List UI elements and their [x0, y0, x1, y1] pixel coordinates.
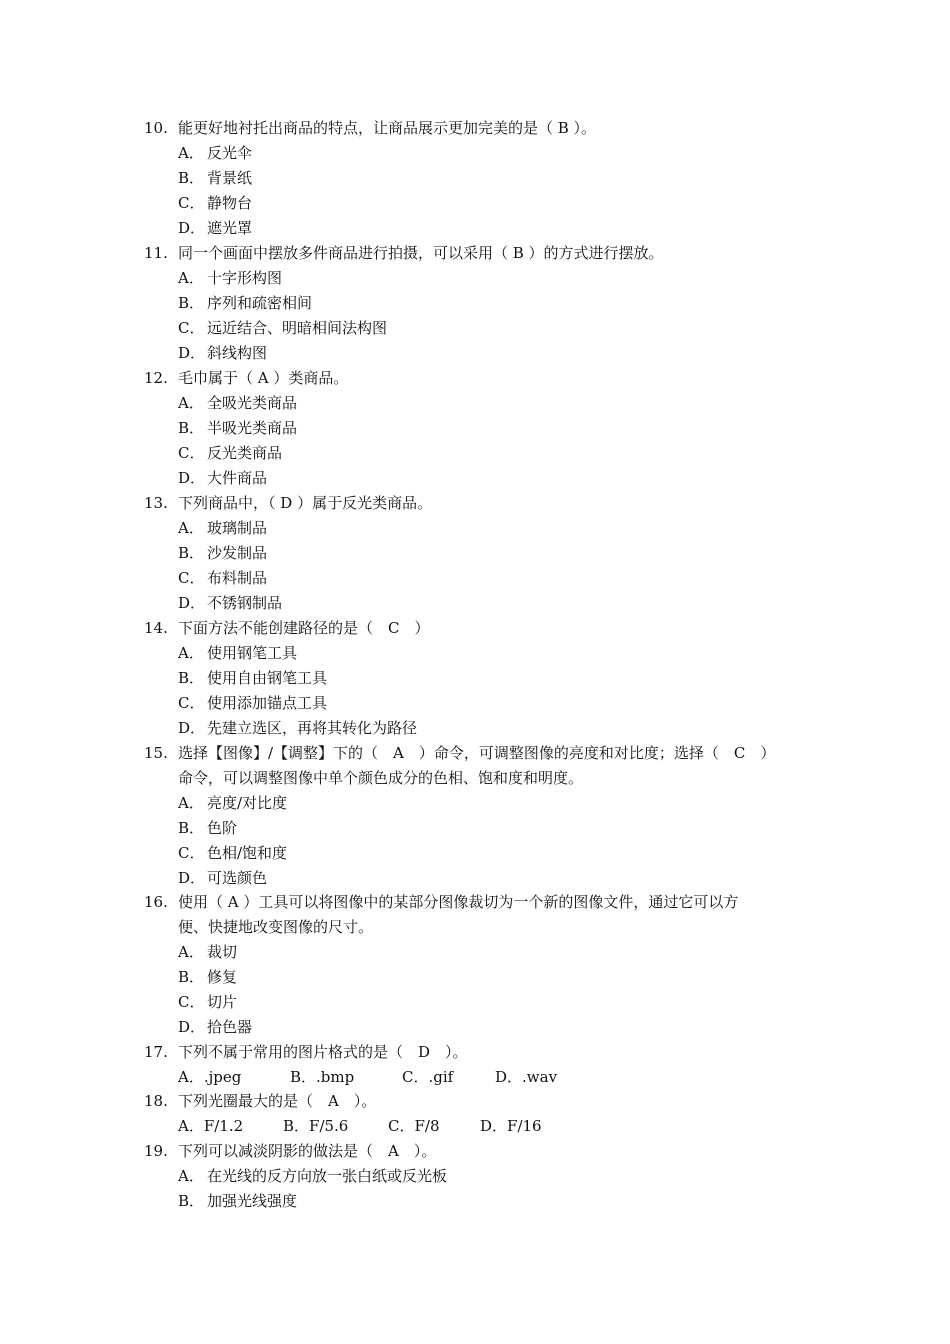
option-label: B． [178, 1192, 205, 1210]
option-text: 色相/饱和度 [207, 844, 288, 862]
question-number: 13. [144, 494, 168, 512]
option-label: D． [178, 1018, 206, 1036]
option-text: 远近结合、明暗相间法构图 [207, 319, 388, 337]
question-number: 16. [144, 893, 168, 911]
question-text: 能更好地衬托出商品的特点，让商品展示更加完美的是（ B ）。 [178, 119, 597, 137]
question-text-continued: 命令，可以调整图像中单个颜色成分的色相、饱和度和明度。 [178, 769, 584, 787]
question-number: 10. [144, 119, 168, 137]
option [178, 1164, 447, 1189]
question-number: 11. [144, 244, 168, 262]
option [283, 1114, 348, 1139]
option [178, 166, 252, 191]
question-text: 选择【图像】/【调整】下的（ A ）命令，可调整图像的亮度和对比度；选择（ C ） [178, 744, 776, 762]
option-label: B． [178, 819, 205, 837]
option [480, 1114, 542, 1139]
option-label: D． [495, 1068, 523, 1086]
option [178, 816, 237, 841]
option [178, 516, 267, 541]
option [388, 1114, 440, 1139]
option-label: B． [178, 669, 205, 687]
option-text: F/1.2 [203, 1117, 244, 1135]
option [178, 691, 327, 716]
question-text: 下列可以减淡阴影的做法是（ A ）。 [178, 1142, 437, 1160]
question-number: 14. [144, 619, 168, 637]
option [178, 1189, 297, 1214]
option-label: B． [178, 294, 205, 312]
option-text: 使用自由钢笔工具 [207, 669, 328, 687]
option-label: A． [178, 394, 204, 412]
option [178, 791, 287, 816]
option-text: 沙发制品 [207, 544, 268, 562]
option [178, 441, 282, 466]
option-label: B． [290, 1068, 317, 1086]
option-text: 斜线构图 [207, 344, 268, 362]
option-text: 拾色器 [207, 1018, 253, 1036]
option [178, 341, 267, 366]
option-text: 半吸光类商品 [207, 419, 298, 437]
option-label: C． [178, 694, 205, 712]
option-label: D． [178, 219, 206, 237]
option-text: 在光线的反方向放一张白纸或反光板 [207, 1167, 448, 1185]
option-text: F/16 [507, 1117, 542, 1135]
option [178, 466, 267, 491]
option-label: B． [178, 968, 205, 986]
option-text: 全吸光类商品 [207, 394, 298, 412]
option [495, 1065, 557, 1090]
question-text: 下列光圈最大的是（ A ）。 [178, 1092, 377, 1110]
option-label: A． [178, 943, 204, 961]
question-16 [144, 890, 824, 940]
option-text: 遮光罩 [207, 219, 253, 237]
option-label: B． [178, 419, 205, 437]
option-label: A． [178, 1167, 204, 1185]
question-text: 下列不属于常用的图片格式的是（ D ）。 [178, 1043, 468, 1061]
option-label: A． [178, 644, 204, 662]
question-number: 15. [144, 744, 168, 762]
option [178, 666, 327, 691]
option-text: 序列和疏密相间 [207, 294, 313, 312]
option-text: .jpeg [203, 1068, 242, 1086]
option-text: .gif [428, 1068, 454, 1086]
option-text: 先建立选区，再将其转化为路径 [207, 719, 418, 737]
option [178, 291, 312, 316]
option-text: 静物台 [207, 194, 253, 212]
option-text: .bmp [316, 1068, 355, 1086]
option-label: C． [178, 844, 205, 862]
option [178, 716, 417, 741]
option-label: B． [178, 169, 205, 187]
option-text: 修复 [207, 968, 238, 986]
option [178, 1114, 243, 1139]
option [178, 841, 287, 866]
option [178, 1015, 252, 1040]
option-label: C． [178, 319, 205, 337]
question-text-continued: 便、快捷地改变图像的尺寸。 [178, 918, 374, 936]
option [402, 1065, 453, 1090]
option-label: C． [178, 993, 205, 1011]
option-label: C． [388, 1117, 415, 1135]
option-label: C． [178, 444, 205, 462]
question-number: 18. [144, 1092, 168, 1110]
option-label: A． [178, 519, 204, 537]
option [178, 141, 252, 166]
option-label: D． [178, 469, 206, 487]
option-label: A． [178, 144, 204, 162]
option [178, 940, 237, 965]
question-number: 12. [144, 369, 168, 387]
option-label: D． [480, 1117, 508, 1135]
option [178, 191, 252, 216]
option-text: 切片 [207, 993, 238, 1011]
question-text: 同一个画面中摆放多件商品进行拍摄，可以采用（ B ）的方式进行摆放。 [178, 244, 664, 262]
question-number: 17. [144, 1043, 168, 1061]
option [290, 1065, 354, 1090]
question-text: 下列商品中，（ D ）属于反光类商品。 [178, 494, 433, 512]
option-label: C． [178, 569, 205, 587]
option-text: 背景纸 [207, 169, 253, 187]
option-label: C． [402, 1068, 429, 1086]
question-15 [144, 741, 824, 791]
option-text: .wav [522, 1068, 558, 1086]
option-label: D． [178, 594, 206, 612]
option-text: F/5.6 [309, 1117, 349, 1135]
option-text: 使用钢笔工具 [207, 644, 298, 662]
question-text: 下面方法不能创建路径的是（ C ） [178, 619, 430, 637]
option-text: 反光类商品 [207, 444, 283, 462]
option-text: 反光伞 [207, 144, 253, 162]
option-text: 加强光线强度 [207, 1192, 298, 1210]
option-text: 玻璃制品 [207, 519, 268, 537]
question-text: 毛巾属于（ A ）类商品。 [178, 369, 349, 387]
option-label: D． [178, 719, 206, 737]
option-text: 可选颜色 [207, 869, 268, 887]
option [178, 541, 267, 566]
option [178, 990, 237, 1015]
question-number: 19. [144, 1142, 168, 1160]
option [178, 391, 297, 416]
option-label: D． [178, 344, 206, 362]
option [178, 216, 252, 241]
option-label: A． [178, 1068, 204, 1086]
option-label: B． [178, 544, 205, 562]
option-label: A． [178, 1117, 204, 1135]
option [178, 566, 267, 591]
option-label: B． [283, 1117, 310, 1135]
option-text: 色阶 [207, 819, 238, 837]
option-label: A． [178, 269, 204, 287]
option [178, 641, 297, 666]
option [178, 1065, 241, 1090]
option-label: D． [178, 869, 206, 887]
option-text: 布料制品 [207, 569, 268, 587]
option [178, 866, 267, 891]
option-text: 亮度/对比度 [207, 794, 288, 812]
option [178, 316, 387, 341]
option [178, 591, 282, 616]
option [178, 965, 237, 990]
option-text: 裁切 [207, 943, 238, 961]
option-text: 十字形构图 [207, 269, 283, 287]
option-text: 不锈钢制品 [207, 594, 283, 612]
option-text: F/8 [414, 1117, 440, 1135]
option-text: 使用添加锚点工具 [207, 694, 328, 712]
option [178, 416, 297, 441]
option-label: C． [178, 194, 205, 212]
question-text: 使用（ A ）工具可以将图像中的某部分图像裁切为一个新的图像文件，通过它可以方 [178, 893, 739, 911]
option-text: 大件商品 [207, 469, 268, 487]
option [178, 266, 282, 291]
option-label: A． [178, 794, 204, 812]
